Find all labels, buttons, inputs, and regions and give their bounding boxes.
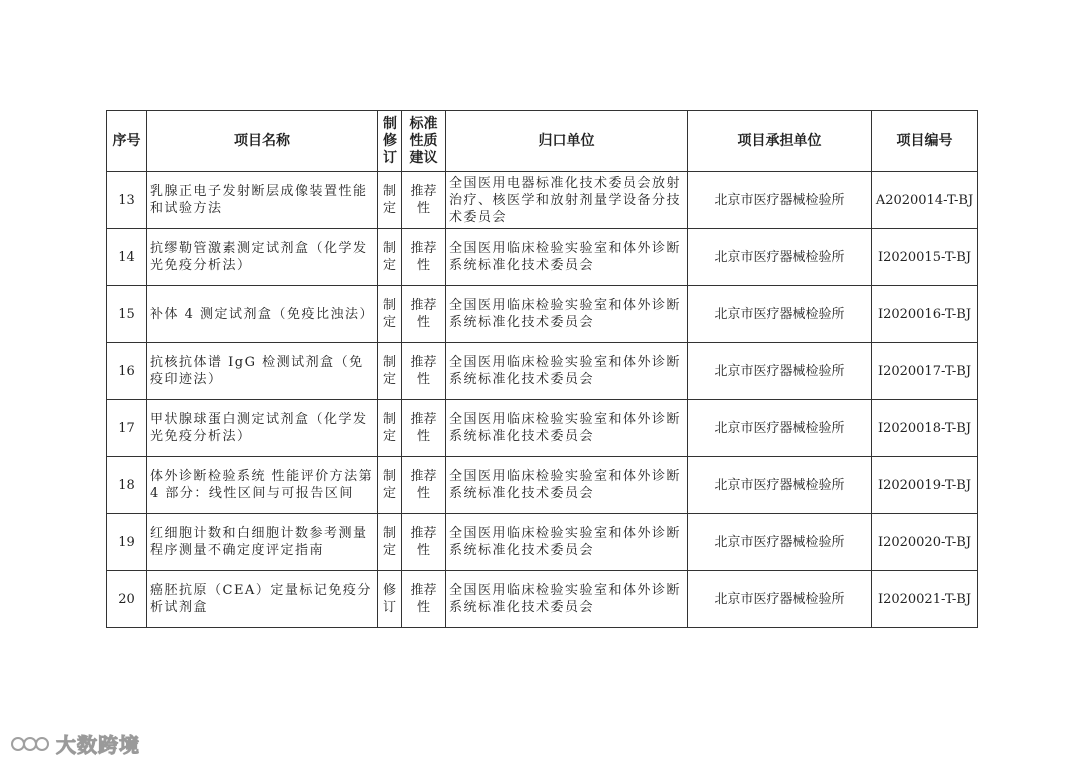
cell-code: I2020019-T-BJ xyxy=(872,457,978,514)
cell-seq: 20 xyxy=(107,571,147,628)
cell-project-name: 体外诊断检验系统 性能评价方法第 4 部分：线性区间与可报告区间 xyxy=(147,457,378,514)
cell-code: A2020014-T-BJ xyxy=(872,172,978,229)
cell-kind-text: 制定 xyxy=(382,298,396,330)
cell-nature xyxy=(402,229,446,286)
cell-seq: 19 xyxy=(107,514,147,571)
header-code: 项目编号 xyxy=(872,111,978,172)
cell-nature-text: 推荐性 xyxy=(410,526,437,558)
header-nature-label: 标准性质建议 xyxy=(409,115,438,166)
cell-kind xyxy=(378,400,402,457)
cell-project-name: 补体 4 测定试剂盒（免疫比浊法） xyxy=(147,286,378,343)
cell-org: 全国医用临床检验实验室和体外诊断系统标准化技术委员会 xyxy=(446,343,688,400)
cell-nature-text: 推荐性 xyxy=(410,241,437,273)
cell-kind-text: 修订 xyxy=(382,583,396,615)
table-header-row xyxy=(107,111,978,172)
cell-nature-text: 推荐性 xyxy=(410,469,437,501)
header-org: 归口单位 xyxy=(446,111,688,172)
cell-seq: 13 xyxy=(107,172,147,229)
cell-kind-text: 制定 xyxy=(382,184,396,216)
cell-kind xyxy=(378,514,402,571)
cell-project-name: 抗缪勒管激素测定试剂盒（化学发光免疫分析法） xyxy=(147,229,378,286)
cell-undertaker: 北京市医疗器械检验所 xyxy=(688,229,872,286)
header-name: 项目名称 xyxy=(147,111,378,172)
cell-kind-text: 制定 xyxy=(382,241,396,273)
table-row xyxy=(107,400,978,457)
cell-undertaker: 北京市医疗器械检验所 xyxy=(688,514,872,571)
table-body xyxy=(107,172,978,628)
cell-code: I2020016-T-BJ xyxy=(872,286,978,343)
cell-code: I2020020-T-BJ xyxy=(872,514,978,571)
header-kind xyxy=(378,111,402,172)
cell-kind xyxy=(378,229,402,286)
cell-nature xyxy=(402,343,446,400)
cell-org: 全国医用临床检验实验室和体外诊断系统标准化技术委员会 xyxy=(446,286,688,343)
cell-org: 全国医用临床检验实验室和体外诊断系统标准化技术委员会 xyxy=(446,229,688,286)
watermark-text: 大数跨境 xyxy=(56,732,140,757)
cell-project-name: 癌胚抗原（CEA）定量标记免疫分析试剂盒 xyxy=(147,571,378,628)
cell-org: 全国医用临床检验实验室和体外诊断系统标准化技术委员会 xyxy=(446,514,688,571)
cell-nature xyxy=(402,457,446,514)
header-undertaker: 项目承担单位 xyxy=(688,111,872,172)
cell-nature-text: 推荐性 xyxy=(410,412,437,444)
header-nature xyxy=(402,111,446,172)
cell-undertaker: 北京市医疗器械检验所 xyxy=(688,343,872,400)
cell-nature xyxy=(402,172,446,229)
table-row xyxy=(107,229,978,286)
standards-project-table xyxy=(106,110,978,628)
cell-seq: 18 xyxy=(107,457,147,514)
cell-kind xyxy=(378,172,402,229)
table-row xyxy=(107,514,978,571)
table-row xyxy=(107,457,978,514)
brand-logo-icon xyxy=(10,730,50,756)
table-row xyxy=(107,343,978,400)
cell-nature xyxy=(402,400,446,457)
cell-org: 全国医用电器标准化技术委员会放射治疗、核医学和放射剂量学设备分技术委员会 xyxy=(446,172,688,229)
cell-project-name: 抗核抗体谱 IgG 检测试剂盒（免疫印迹法） xyxy=(147,343,378,400)
cell-code: I2020021-T-BJ xyxy=(872,571,978,628)
watermark xyxy=(10,728,140,758)
cell-kind-text: 制定 xyxy=(382,469,396,501)
cell-kind xyxy=(378,343,402,400)
table-row xyxy=(107,172,978,229)
cell-undertaker: 北京市医疗器械检验所 xyxy=(688,457,872,514)
cell-kind-text: 制定 xyxy=(382,355,396,387)
cell-code: I2020015-T-BJ xyxy=(872,229,978,286)
cell-code: I2020017-T-BJ xyxy=(872,343,978,400)
cell-seq: 16 xyxy=(107,343,147,400)
cell-nature-text: 推荐性 xyxy=(410,355,437,387)
cell-org: 全国医用临床检验实验室和体外诊断系统标准化技术委员会 xyxy=(446,400,688,457)
cell-nature xyxy=(402,571,446,628)
cell-project-name: 红细胞计数和白细胞计数参考测量程序测量不确定度评定指南 xyxy=(147,514,378,571)
cell-undertaker: 北京市医疗器械检验所 xyxy=(688,286,872,343)
cell-kind xyxy=(378,286,402,343)
cell-code: I2020018-T-BJ xyxy=(872,400,978,457)
cell-seq: 17 xyxy=(107,400,147,457)
cell-nature-text: 推荐性 xyxy=(410,583,437,615)
cell-nature-text: 推荐性 xyxy=(410,184,437,216)
cell-kind-text: 制定 xyxy=(382,526,396,558)
cell-nature xyxy=(402,514,446,571)
cell-seq: 14 xyxy=(107,229,147,286)
cell-undertaker: 北京市医疗器械检验所 xyxy=(688,571,872,628)
header-seq: 序号 xyxy=(107,111,147,172)
cell-project-name: 甲状腺球蛋白测定试剂盒（化学发光免疫分析法） xyxy=(147,400,378,457)
cell-nature-text: 推荐性 xyxy=(410,298,437,330)
header-kind-label: 制修订 xyxy=(383,115,397,166)
cell-kind xyxy=(378,571,402,628)
cell-nature xyxy=(402,286,446,343)
cell-seq: 15 xyxy=(107,286,147,343)
table-row xyxy=(107,286,978,343)
cell-undertaker: 北京市医疗器械检验所 xyxy=(688,172,872,229)
cell-kind-text: 制定 xyxy=(382,412,396,444)
cell-org: 全国医用临床检验实验室和体外诊断系统标准化技术委员会 xyxy=(446,457,688,514)
cell-project-name: 乳腺正电子发射断层成像装置性能和试验方法 xyxy=(147,172,378,229)
cell-kind xyxy=(378,457,402,514)
cell-undertaker: 北京市医疗器械检验所 xyxy=(688,400,872,457)
cell-org: 全国医用临床检验实验室和体外诊断系统标准化技术委员会 xyxy=(446,571,688,628)
table-row xyxy=(107,571,978,628)
